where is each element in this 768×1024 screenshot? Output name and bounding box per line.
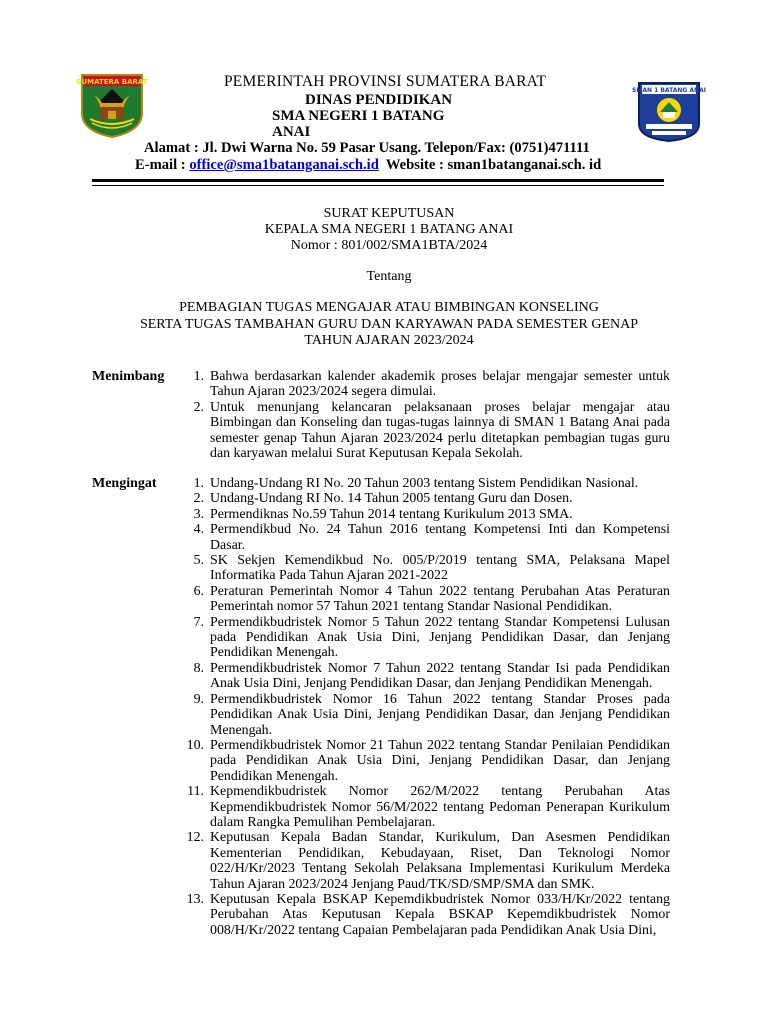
list-item bbox=[182, 784, 670, 830]
email-label: E-mail : bbox=[135, 157, 190, 173]
website-text: Website : sman1batanganai.sch. id bbox=[378, 157, 602, 173]
list-item-number: 6. bbox=[193, 583, 204, 599]
list-item-number: 8. bbox=[193, 660, 204, 676]
list-item bbox=[182, 491, 670, 506]
list-item-text: Permendikbud No. 24 Tahun 2016 tentang Kompetensi Inti dan Kompetensi Dasar. bbox=[210, 522, 670, 553]
svg-text:SMAN 1 BATANG ANAI: SMAN 1 BATANG ANAI bbox=[632, 87, 706, 94]
list-item-number: 12. bbox=[186, 830, 204, 846]
header-divider-thin bbox=[92, 185, 664, 186]
list-item bbox=[182, 522, 670, 553]
list-item bbox=[182, 400, 670, 462]
list-item bbox=[182, 661, 670, 692]
list-item-number: 2. bbox=[193, 491, 204, 507]
list-item bbox=[182, 892, 670, 938]
sman1-batang-anai-logo bbox=[632, 80, 706, 143]
doc-subject-line1: PEMBAGIAN TUGAS MENGAJAR ATAU BIMBINGAN KONSELING bbox=[179, 300, 599, 315]
doc-subject-line2: SERTA TUGAS TAMBAHAN GURU DAN KARYAWAN PADA SEMESTER GENAP bbox=[139, 317, 639, 332]
header-contact bbox=[135, 157, 601, 174]
list-item-text: Permendikbudristek Nomor 21 Tahun 2022 tentang Standar Penilaian Pendidikan pada Pendidikan Anak Usia Dini, Jenjang Pendidikan Dasar, dan Jenjang Pendidikan Menengah. bbox=[210, 737, 670, 784]
list-item-number: 3. bbox=[193, 506, 204, 522]
list-item-number: 13. bbox=[186, 891, 204, 907]
list-item bbox=[182, 507, 670, 522]
doc-tentang: Tentang bbox=[366, 269, 412, 284]
list-item-number: 7. bbox=[193, 614, 204, 630]
header-department: DINAS PENDIDIKAN bbox=[305, 92, 453, 108]
header-address: Alamat : Jl. Dwi Warna No. 59 Pasar Usang. Telepon/Fax: (0751)471111 bbox=[144, 140, 590, 156]
menimbang-list bbox=[182, 369, 670, 461]
list-item bbox=[182, 830, 670, 892]
list-item-number: 11. bbox=[187, 784, 204, 800]
doc-subject-line3: TAHUN AJARAN 2023/2024 bbox=[304, 333, 474, 348]
header-province: PEMERINTAH PROVINSI SUMATERA BARAT bbox=[223, 73, 547, 90]
list-item-text: Permendikbudristek Nomor 7 Tahun 2022 tentang Standar Isi pada Pendidikan Anak Usia Dini, Jenjang Pendidikan Dasar, dan Jenjang Pendidikan Menengah. bbox=[210, 660, 670, 692]
list-item bbox=[182, 584, 670, 615]
list-item-number: 2. bbox=[193, 399, 204, 415]
list-item bbox=[182, 738, 670, 784]
list-item-text: Undang-Undang RI No. 14 Tahun 2005 tentang Guru dan Dosen. bbox=[210, 491, 573, 507]
list-item-number: 1. bbox=[193, 476, 204, 491]
list-item-text: Peraturan Pemerintah Nomor 4 Tahun 2022 tentang Perubahan Atas Peraturan Pemerintah nomor 57 Tahun 2021 tentang Standar Nasional Pendidikan. bbox=[210, 583, 670, 615]
list-item-number: 5. bbox=[193, 553, 204, 569]
header-divider-thick bbox=[92, 179, 664, 182]
list-item-text: Permendiknas No.59 Tahun 2014 tentang Kurikulum 2013 SMA. bbox=[210, 506, 573, 522]
email-link[interactable]: office@sma1batanganai.sch.id bbox=[189, 157, 379, 173]
doc-issuer: KEPALA SMA NEGERI 1 BATANG ANAI bbox=[264, 222, 514, 237]
list-item-text: Keputusan Kepala Badan Standar, Kurikulum, Dan Asesmen Pendidikan Kementerian Pendidikan, Kebudayaan, Riset, Dan Teknologi Nomor 022/H/Kr/2023 Tentang Sekolah Pelaksana Implementasi Kurikulum Merdeka Tahun Ajaran 2023/2024 Jenjang Paud/TK/SD/SMP/SMA dan SMK. bbox=[210, 830, 670, 892]
list-item bbox=[182, 692, 670, 738]
doc-title: SURAT KEPUTUSAN bbox=[323, 206, 455, 221]
list-item-text: Keputusan Kepala BSKAP Kepemdikbudristek Nomor 033/H/Kr/2022 tentang Perubahan Atas Keputusan Kepala BSKAP Kepemdikbudristek Nomor 008/H/Kr/2022 tentang Capaian Pembelajaran pada Pendidikan Anak Usia Dini, bbox=[210, 891, 670, 938]
sumatera-barat-logo bbox=[76, 73, 148, 139]
list-item-text: Kepmendikbudristek Nomor 262/M/2022 tentang Perubahan Atas Kepmendikbudristek Nomor 56/M/2022 tentang Pedoman Penerapan Kurikulum dalam Rangka Pemulihan Pembelajaran. bbox=[210, 784, 670, 830]
list-item-number: 9. bbox=[193, 691, 204, 707]
mengingat-label: Mengingat bbox=[92, 476, 157, 491]
list-item-text: Undang-Undang RI No. 20 Tahun 2003 tentang Sistem Pendidikan Nasional. bbox=[210, 476, 639, 491]
mengingat-list bbox=[182, 476, 670, 938]
menimbang-label: Menimbang bbox=[92, 369, 165, 384]
list-item-text: Permendikbudristek Nomor 16 Tahun 2022 tentang Standar Proses pada Pendidikan Anak Usia Dini, Jenjang Pendidikan Dasar, dan Jenjang Pendidikan Menengah. bbox=[210, 691, 670, 738]
header-school-name-cont: ANAI bbox=[272, 124, 311, 140]
doc-number: Nomor : 801/002/SMA1BTA/2024 bbox=[290, 238, 488, 253]
list-item-number: 10. bbox=[186, 737, 204, 753]
list-item bbox=[182, 476, 670, 491]
list-item-text: SK Sekjen Kemendikbud No. 005/P/2019 tentang SMA, Pelaksana Mapel Informatika Pada Tahun Ajaran 2021-2022 bbox=[210, 553, 670, 584]
list-item-number: 1. bbox=[193, 369, 204, 384]
list-item-text: Bahwa berdasarkan kalender akademik proses belajar mengajar semester untuk Tahun Ajaran 2023/2024 segera dimulai. bbox=[210, 369, 670, 400]
list-item bbox=[182, 553, 670, 584]
list-item bbox=[182, 369, 670, 400]
list-item-text: Untuk menunjang kelancaran pelaksanaan proses belajar mengajar atau Bimbingan dan Konseling dan tugas-tugas lainnya di SMAN 1 Batang Anai pada semester genap Tahun Ajaran 2023/2024 perlu ditetapkan pembagian tugas guru dan karyawan melalui Surat Keputusan Kepala Sekolah. bbox=[210, 399, 670, 462]
svg-text:SUMATERA BARAT: SUMATERA BARAT bbox=[76, 78, 148, 86]
list-item-number: 4. bbox=[193, 522, 204, 538]
list-item-text: Permendikbudristek Nomor 5 Tahun 2022 tentang Standar Kompetensi Lulusan pada Pendidikan Anak Usia Dini, Jenjang Pendidikan Dasar, dan Jenjang Pendidikan Menengah. bbox=[210, 614, 670, 661]
header-school-name: SMA NEGERI 1 BATANG bbox=[272, 108, 445, 124]
list-item bbox=[182, 615, 670, 661]
